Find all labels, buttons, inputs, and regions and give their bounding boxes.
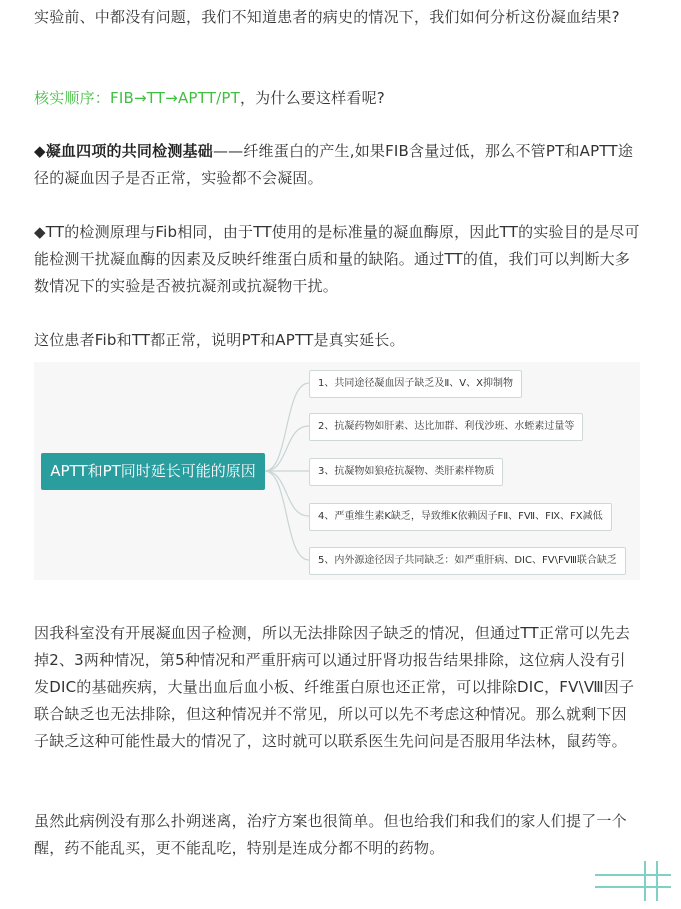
- mindmap-branch-5: 5、内外源途径因子共同缺乏：如严重肝病、DIC、FⅤ\FⅧ联合缺乏: [309, 547, 626, 575]
- mindmap-root-node: APTT和PT同时延长可能的原因: [41, 453, 265, 490]
- mindmap-branch-1: 1、共同途径凝血因子缺乏及Ⅱ、Ⅴ、Ⅹ抑制物: [309, 370, 522, 398]
- mindmap-branch-4: 4、严重维生素K缺乏，导致维K依赖因子FⅡ、FⅦ、FⅨ、FⅩ减低: [309, 503, 612, 531]
- connector-4: [265, 471, 309, 516]
- mindmap-branch-2: 2、抗凝药物如肝素、达比加群、利伐沙班、水蛭素过量等: [309, 413, 583, 441]
- mindmap-branch-3: 3、抗凝物如狼疮抗凝物、类肝素样物质: [309, 458, 503, 486]
- check-order-highlight: 核实顺序：FIB→TT→APTT/PT: [34, 89, 240, 107]
- paragraph-intro: 实验前、中都没有问题，我们不知道患者的病史的情况下，我们如何分析这份凝血结果?: [34, 8, 620, 26]
- mindmap-diagram: [34, 362, 640, 580]
- paragraph-patient-conclusion: 这位患者Fib和TT都正常，说明PT和APTT是真实延长。: [34, 331, 405, 349]
- check-order-question: ，为什么要这样看呢?: [239, 89, 385, 107]
- connector-5: [265, 471, 309, 560]
- common-basis-heading: ◆凝血四项的共同检测基础: [34, 142, 213, 160]
- connector-2: [265, 426, 309, 471]
- common-basis-text: ——纤维蛋白的产生,如果FIB含量过低，那么不管PT和APTT途径的凝血因子是否正常，实验都不会凝固。: [34, 142, 634, 187]
- paragraph-closing: 虽然此病例没有那么扑朔迷离，治疗方案也很简单。但也给我们和我们的家人们提了一个醒，药不能乱买，更不能乱吃，特别是连成分都不明的药物。: [34, 812, 627, 857]
- paragraph-analysis: 因我科室没有开展凝血因子检测，所以无法排除因子缺乏的情况，但通过TT正常可以先去掉2、3两种情况，第5种情况和严重肝病可以通过肝肾功报告结果排除，这位病人没有引发DIC的基础疾病，大量出血后血小板、纤维蛋白原也还正常，可以排除DIC，FⅤ\Ⅷ因子联合缺乏也无法排除，但这种情况并不常见，所以可以先不考虑这种情况。那么就剩下因子缺乏这种可能性最大的情况了，这时就可以联系医生先问问是否服用华法林，鼠药等。: [34, 624, 635, 750]
- paragraph-tt-principle: ◆TT的检测原理与Fib相同，由于TT使用的是标准量的凝血酶原，因此TT的实验目的是尽可能检测干扰凝血酶的因素及反映纤维蛋白质和量的缺陷。通过TT的值，我们可以判断大多数情况下的实验是否被抗凝剂或抗凝物干扰。: [34, 223, 640, 295]
- paragraph-common-basis: [34, 138, 640, 192]
- paragraph-check-order: [34, 85, 640, 112]
- corner-decoration-icon: [595, 861, 671, 901]
